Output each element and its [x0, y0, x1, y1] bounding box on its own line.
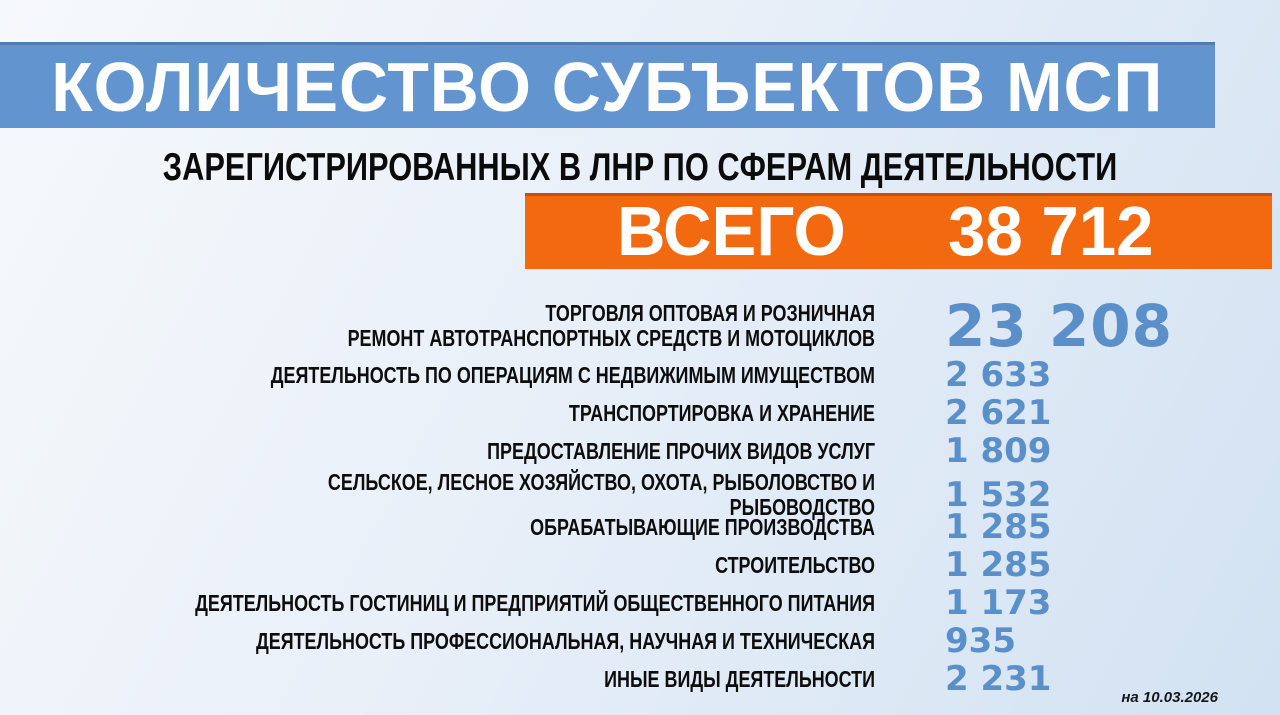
category-value: 1 285 [945, 507, 1052, 547]
category-value: 2 621 [945, 393, 1052, 433]
category-value: 1 532 [945, 475, 1052, 515]
category-label: ИНЫЕ ВИДЫ ДЕЯТЕЛЬНОСТИ [604, 665, 875, 692]
category-list [0, 292, 1280, 699]
category-label: ОБРАБАТЫВАЮЩИЕ ПРОИЗВОДСТВА [530, 513, 875, 540]
list-item [0, 394, 1280, 432]
category-label: ПРЕДОСТАВЛЕНИЕ ПРОЧИХ ВИДОВ УСЛУГ [487, 437, 875, 464]
list-item [0, 469, 1280, 520]
total-banner [525, 193, 1272, 269]
list-item [0, 432, 1280, 470]
category-value: 23 208 [945, 292, 1173, 360]
category-value: 935 [945, 621, 1016, 661]
category-label: СТРОИТЕЛЬСТВО [715, 551, 875, 578]
category-label: ДЕЯТЕЛЬНОСТЬ ПО ОПЕРАЦИЯМ С НЕДВИЖИМЫМ ИМУЩЕСТВОМ [270, 361, 875, 388]
list-item [0, 546, 1280, 584]
category-label: ДЕЯТЕЛЬНОСТЬ ПРОФЕССИОНАЛЬНАЯ, НАУЧНАЯ И ТЕХНИЧЕСКАЯ [255, 627, 875, 654]
page-subtitle: ЗАРЕГИСТРИРОВАННЫХ В ЛНР ПО СФЕРАМ ДЕЯТЕЛЬНОСТИ [162, 146, 1118, 189]
category-label: ТОРГОВЛЯ ОПТОВАЯ И РОЗНИЧНАЯ РЕМОНТ АВТОТРАНСПОРТНЫХ СРЕДСТВ И МОТОЦИКЛОВ [347, 300, 875, 351]
list-item [0, 356, 1280, 394]
as-of-date: на 10.03.2026 [1121, 689, 1218, 706]
list-item [0, 660, 1280, 698]
total-label: ВСЕГО [617, 192, 846, 270]
page-title: КОЛИЧЕСТВО СУБЪЕКТОВ МСП [51, 47, 1164, 126]
title-banner [0, 42, 1215, 128]
category-value: 2 231 [945, 659, 1052, 699]
category-value: 1 173 [945, 583, 1052, 623]
category-value: 1 285 [945, 545, 1052, 585]
list-item [0, 622, 1280, 660]
category-value: 1 809 [945, 431, 1052, 471]
list-item [0, 292, 1280, 360]
list-item [0, 584, 1280, 622]
category-label: ТРАНСПОРТИРОВКА И ХРАНЕНИЕ [568, 399, 875, 426]
category-label: ДЕЯТЕЛЬНОСТЬ ГОСТИНИЦ И ПРЕДПРИЯТИЙ ОБЩЕСТВЕННОГО ПИТАНИЯ [195, 589, 875, 616]
category-value: 2 633 [945, 355, 1052, 395]
category-label: СЕЛЬСКОЕ, ЛЕСНОЕ ХОЗЯЙСТВО, ОХОТА, РЫБОЛОВСТВО И РЫБОВОДСТВО [327, 469, 875, 520]
list-item [0, 508, 1280, 546]
total-value: 38 712 [948, 192, 1154, 270]
